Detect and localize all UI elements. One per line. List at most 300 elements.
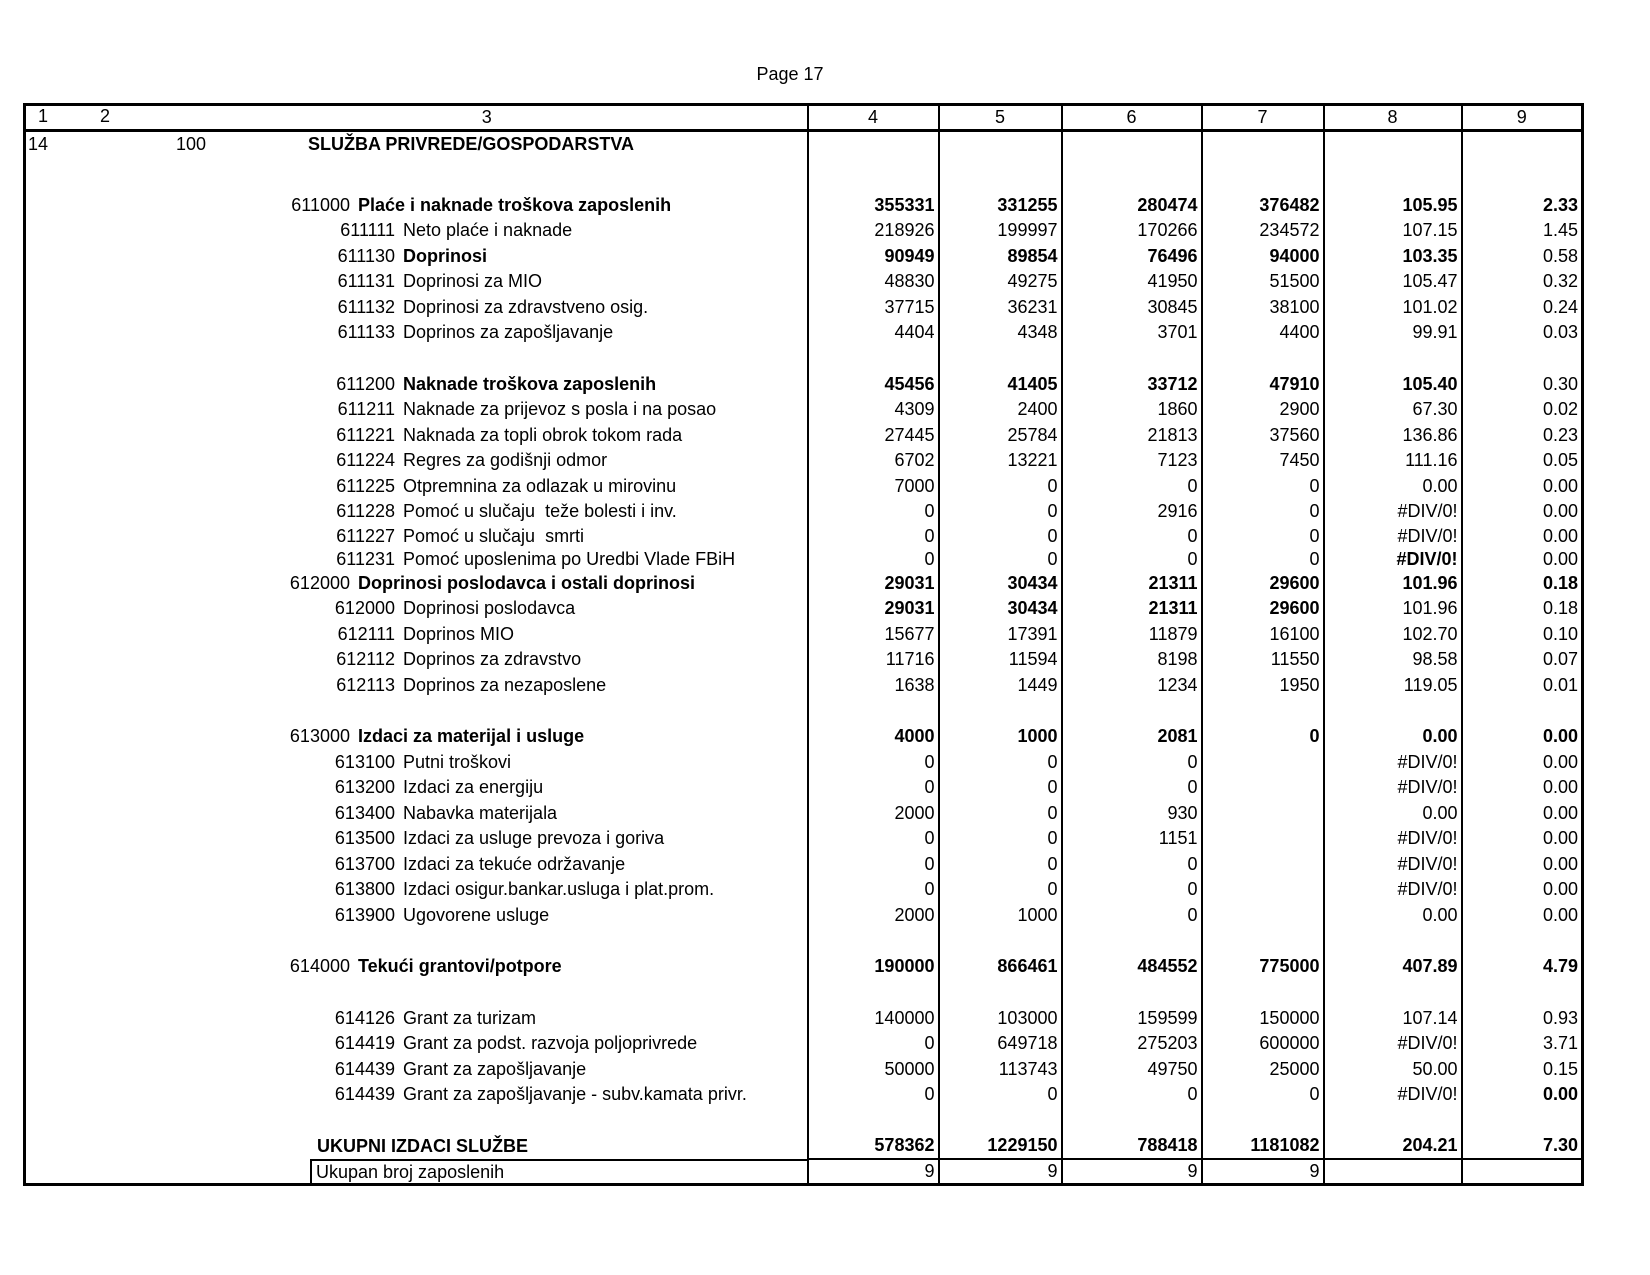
cell-value-col4: 9	[808, 1159, 939, 1185]
cell-value-col8: 107.15	[1324, 218, 1462, 244]
org-col1: 14	[28, 134, 49, 154]
cell-value-col8: #DIV/0!	[1324, 499, 1462, 525]
table-row-611132	[25, 295, 1583, 321]
cell-value-col7	[1202, 698, 1324, 724]
cell-value-col4	[808, 346, 939, 372]
table-row-611111	[25, 218, 1583, 244]
table-row-612112	[25, 647, 1583, 673]
cell-value-col8	[1324, 1159, 1462, 1185]
cell-value-col5: 0	[939, 525, 1062, 548]
row-label: Nabavka materijala	[403, 802, 558, 823]
cell-value-col6: 0	[1062, 877, 1202, 903]
cell-value-col8: #DIV/0!	[1324, 877, 1462, 903]
cell-value-col7: 0	[1202, 548, 1324, 571]
cell-value-col4	[808, 928, 939, 954]
cell-value-col7: 9	[1202, 1159, 1324, 1185]
cell-value-col9: 0.00	[1462, 1082, 1583, 1108]
cell-code-label	[25, 244, 808, 270]
cell-value-col5: 30434	[939, 596, 1062, 622]
row-code: 613800	[334, 879, 395, 900]
cell-value-col7: 0	[1202, 474, 1324, 500]
cell-value-col8: 111.16	[1324, 448, 1462, 474]
cell-value-col8	[1324, 346, 1462, 372]
cell-value-col4	[808, 131, 939, 157]
cell-value-col5: 0	[939, 474, 1062, 500]
header-col-8: 8	[1324, 105, 1462, 131]
cell-value-col5: 113743	[939, 1057, 1062, 1083]
cell-value-col8: 0.00	[1324, 724, 1462, 750]
cell-value-col4: 0	[808, 1031, 939, 1057]
cell-value-col6: 49750	[1062, 1057, 1202, 1083]
row-code: 613000	[289, 726, 350, 747]
cell-value-col8: 204.21	[1324, 1134, 1462, 1160]
table-row-612113	[25, 673, 1583, 699]
cell-value-col5	[939, 928, 1062, 954]
cell-code-label	[25, 423, 808, 449]
table-row-613700	[25, 852, 1583, 878]
cell-value-col6: 0	[1062, 903, 1202, 929]
budget-table	[23, 103, 1584, 1186]
header-col-9: 9	[1462, 105, 1583, 131]
header-col-5: 5	[939, 105, 1062, 131]
cell-value-col6: 1234	[1062, 673, 1202, 699]
cell-value-col9: 0.10	[1462, 622, 1583, 648]
row-code: 612000	[334, 598, 395, 619]
cell-value-col7	[1202, 928, 1324, 954]
staff-label: Ukupan broj zaposlenih	[316, 1161, 505, 1182]
cell-value-col4: 0	[808, 525, 939, 548]
row-label: Doprinosi za zdravstveno osig.	[403, 296, 649, 317]
cell-value-col7: 37560	[1202, 423, 1324, 449]
cell-value-col8	[1324, 928, 1462, 954]
cell-value-col5	[939, 980, 1062, 1006]
cell-value-col4: 7000	[808, 474, 939, 500]
cell-value-col9	[1462, 928, 1583, 954]
budget-table-body	[25, 105, 1583, 1185]
cell-value-col9: 2.33	[1462, 193, 1583, 219]
row-code: 611221	[336, 424, 395, 445]
cell-value-col4: 2000	[808, 801, 939, 827]
cell-value-col7: 1181082	[1202, 1134, 1324, 1160]
cell-value-col5: 649718	[939, 1031, 1062, 1057]
cell-value-col9	[1462, 131, 1583, 157]
cell-value-col9: 0.00	[1462, 852, 1583, 878]
row-code: 613400	[334, 802, 395, 823]
org-title: SLUŽBA PRIVREDE/GOSPODARSTVA	[308, 134, 635, 154]
cell-value-col8: #DIV/0!	[1324, 525, 1462, 548]
cell-value-col8: 105.95	[1324, 193, 1462, 219]
table-row-613000	[25, 724, 1583, 750]
table-row-613200	[25, 775, 1583, 801]
cell-value-col7: 51500	[1202, 269, 1324, 295]
table-row-611000	[25, 193, 1583, 219]
cell-value-col9: 0.00	[1462, 499, 1583, 525]
cell-value-col8: 103.35	[1324, 244, 1462, 270]
table-row-blank	[25, 928, 1583, 954]
cell-value-col4: 0	[808, 877, 939, 903]
row-label: Putni troškovi	[403, 751, 512, 772]
cell-code-label	[25, 193, 808, 219]
row-label: Doprinosi poslodavca i ostali doprinosi	[358, 572, 696, 593]
cell-value-col7: 25000	[1202, 1057, 1324, 1083]
cell-value-col9: 0.00	[1462, 826, 1583, 852]
cell-code-label	[25, 596, 808, 622]
row-code: 614439	[334, 1084, 395, 1105]
cell-value-col4: 48830	[808, 269, 939, 295]
cell-value-col9: 0.00	[1462, 903, 1583, 929]
row-code: 611132	[337, 296, 395, 317]
cell-value-col7	[1202, 346, 1324, 372]
cell-value-col9: 0.02	[1462, 397, 1583, 423]
cell-value-col6: 9	[1062, 1159, 1202, 1185]
table-row-611133	[25, 320, 1583, 346]
row-label: Pomoć uposlenima po Uredbi Vlade FBiH	[403, 548, 736, 569]
cell-value-col5: 25784	[939, 423, 1062, 449]
cell-value-col9: 0.00	[1462, 801, 1583, 827]
header-col-2: 2	[99, 106, 110, 126]
cell-code-label	[25, 622, 808, 648]
cell-value-col8: 119.05	[1324, 673, 1462, 699]
cell-value-col4: 355331	[808, 193, 939, 219]
row-label: Doprinos za zdravstvo	[403, 649, 582, 670]
cell-value-col4: 90949	[808, 244, 939, 270]
row-code: 611227	[336, 525, 395, 546]
cell-value-col7: 94000	[1202, 244, 1324, 270]
cell-value-col8: 0.00	[1324, 801, 1462, 827]
cell-value-col6: 30845	[1062, 295, 1202, 321]
cell-value-col6: 76496	[1062, 244, 1202, 270]
cell-value-col5: 0	[939, 750, 1062, 776]
cell-value-col5: 1449	[939, 673, 1062, 699]
cell-value-col6: 930	[1062, 801, 1202, 827]
cell-value-col8: 105.47	[1324, 269, 1462, 295]
cell-value-col9	[1462, 346, 1583, 372]
cell-value-col6: 484552	[1062, 954, 1202, 980]
cell-value-col9: 0.01	[1462, 673, 1583, 699]
cell-value-col7	[1202, 852, 1324, 878]
cell-value-col8: 105.40	[1324, 372, 1462, 398]
cell-value-col4: 50000	[808, 1057, 939, 1083]
row-label: Izdaci osigur.bankar.usluga i plat.prom.	[403, 879, 715, 900]
cell-value-col8: #DIV/0!	[1324, 826, 1462, 852]
cell-code-label	[25, 320, 808, 346]
cell-value-col7: 150000	[1202, 1006, 1324, 1032]
row-code: 612113	[336, 674, 395, 695]
cell-value-col7	[1202, 980, 1324, 1006]
cell-value-col6	[1062, 131, 1202, 157]
cell-value-col8: 67.30	[1324, 397, 1462, 423]
cell-value-col7: 0	[1202, 499, 1324, 525]
cell-value-col7: 16100	[1202, 622, 1324, 648]
cell-value-col4: 4309	[808, 397, 939, 423]
cell-value-col8: #DIV/0!	[1324, 548, 1462, 571]
cell-value-col8: 98.58	[1324, 647, 1462, 673]
cell-code-label	[25, 571, 808, 597]
cell-value-col7: 38100	[1202, 295, 1324, 321]
cell-value-col4: 218926	[808, 218, 939, 244]
cell-value-col4: 2000	[808, 903, 939, 929]
row-label: Plaće i naknade troškova zaposlenih	[358, 194, 672, 215]
table-header-row	[25, 105, 1583, 131]
cell-value-col6: 170266	[1062, 218, 1202, 244]
cell-value-col6	[1062, 1108, 1202, 1134]
cell-value-col5: 11594	[939, 647, 1062, 673]
page-number: Page 17	[756, 64, 824, 84]
row-label: Neto plaće i naknade	[403, 220, 573, 241]
table-row-612111	[25, 622, 1583, 648]
cell-value-col6: 7123	[1062, 448, 1202, 474]
cell-code-label	[25, 474, 808, 500]
table-row-611131	[25, 269, 1583, 295]
row-code: 613200	[334, 777, 395, 798]
cell-value-col6: 11879	[1062, 622, 1202, 648]
table-row-611231	[25, 548, 1583, 571]
row-code: 614419	[334, 1033, 395, 1054]
cell-value-col8: #DIV/0!	[1324, 1082, 1462, 1108]
cell-value-col4: 578362	[808, 1134, 939, 1160]
row-label: Izdaci za tekuće održavanje	[403, 853, 626, 874]
cell-value-col9	[1462, 1159, 1583, 1185]
row-code: 611130	[337, 245, 395, 266]
row-label: Doprinos za zapošljavanje	[403, 322, 614, 343]
cell-code-label	[25, 1006, 808, 1032]
cell-value-col9: 0.30	[1462, 372, 1583, 398]
cell-value-col5: 1000	[939, 903, 1062, 929]
cell-value-col4: 0	[808, 826, 939, 852]
table-row-613100	[25, 750, 1583, 776]
cell-value-col4: 45456	[808, 372, 939, 398]
row-label: Naknada za topli obrok tokom rada	[403, 424, 683, 445]
cell-code-label	[25, 852, 808, 878]
cell-value-col7: 376482	[1202, 193, 1324, 219]
cell-value-col9: 0.18	[1462, 571, 1583, 597]
row-code: 611111	[340, 220, 395, 241]
cell-code-label	[25, 269, 808, 295]
row-code: 612112	[336, 649, 395, 670]
row-code: 613700	[334, 853, 395, 874]
cell-code-label	[25, 372, 808, 398]
cell-value-col4: 0	[808, 852, 939, 878]
cell-value-col8: 101.96	[1324, 596, 1462, 622]
cell-value-col9: 3.71	[1462, 1031, 1583, 1057]
row-label: Naknade troškova zaposlenih	[403, 373, 657, 394]
cell-value-col4: 27445	[808, 423, 939, 449]
row-code: 613100	[334, 751, 395, 772]
row-label: Tekući grantovi/potpore	[358, 956, 562, 977]
row-code: 611200	[336, 373, 395, 394]
cell-value-col7	[1202, 903, 1324, 929]
cell-value-col9: 0.23	[1462, 423, 1583, 449]
cell-value-col5: 331255	[939, 193, 1062, 219]
cell-total-label	[25, 1134, 808, 1160]
cell-value-col7: 47910	[1202, 372, 1324, 398]
cell-value-col7	[1202, 1108, 1324, 1134]
cell-code-label	[25, 499, 808, 525]
cell-value-col8: 50.00	[1324, 1057, 1462, 1083]
cell-value-col6	[1062, 346, 1202, 372]
cell-code-label	[25, 548, 808, 571]
cell-code-label	[25, 673, 808, 699]
cell-value-col6: 21813	[1062, 423, 1202, 449]
cell-value-col6: 0	[1062, 525, 1202, 548]
table-row-staff	[25, 1159, 1583, 1185]
cell-value-col4: 29031	[808, 596, 939, 622]
cell-value-col9: 0.58	[1462, 244, 1583, 270]
cell-value-col7	[1202, 775, 1324, 801]
table-row-614126	[25, 1006, 1583, 1032]
row-code: 611228	[336, 501, 395, 522]
table-row-612000	[25, 571, 1583, 597]
cell-value-col4: 37715	[808, 295, 939, 321]
cell-value-col8: #DIV/0!	[1324, 852, 1462, 878]
cell-value-col9	[1462, 980, 1583, 1006]
cell-value-col6: 1860	[1062, 397, 1202, 423]
cell-header-123	[25, 105, 808, 131]
cell-value-col9: 7.30	[1462, 1134, 1583, 1160]
table-row-614000	[25, 954, 1583, 980]
table-row-614439	[25, 1082, 1583, 1108]
cell-value-col4: 0	[808, 548, 939, 571]
cell-value-col6: 280474	[1062, 193, 1202, 219]
cell-value-col5: 866461	[939, 954, 1062, 980]
cell-value-col6: 0	[1062, 1082, 1202, 1108]
cell-value-col8: 407.89	[1324, 954, 1462, 980]
table-row-611227	[25, 525, 1583, 548]
cell-value-col6: 0	[1062, 852, 1202, 878]
row-label: Otpremnina za odlazak u mirovinu	[403, 475, 677, 496]
table-row-611228	[25, 499, 1583, 525]
cell-code-label	[25, 877, 808, 903]
cell-value-col7	[1202, 826, 1324, 852]
cell-value-col9: 4.79	[1462, 954, 1583, 980]
cell-value-col6: 2916	[1062, 499, 1202, 525]
cell-code-label	[25, 903, 808, 929]
cell-value-col9: 0.07	[1462, 647, 1583, 673]
row-code: 613900	[334, 904, 395, 925]
cell-value-col4: 4404	[808, 320, 939, 346]
cell-code-label	[25, 295, 808, 321]
cell-value-col8: 101.02	[1324, 295, 1462, 321]
header-col-7: 7	[1202, 105, 1324, 131]
cell-value-col5	[939, 157, 1062, 193]
cell-value-col8: #DIV/0!	[1324, 775, 1462, 801]
cell-value-col4: 0	[808, 1082, 939, 1108]
table-row-611224	[25, 448, 1583, 474]
cell-value-col4: 29031	[808, 571, 939, 597]
header-col-1: 1	[37, 106, 48, 126]
cell-value-col5: 0	[939, 775, 1062, 801]
cell-value-col9: 0.32	[1462, 269, 1583, 295]
table-row-611130	[25, 244, 1583, 270]
table-row-613800	[25, 877, 1583, 903]
cell-value-col9: 1.45	[1462, 218, 1583, 244]
cell-value-col6: 0	[1062, 548, 1202, 571]
total-label: UKUPNI IZDACI SLUŽBE	[317, 1135, 528, 1156]
cell-blank	[25, 157, 808, 193]
table-row-613900	[25, 903, 1583, 929]
cell-value-col9: 0.00	[1462, 724, 1583, 750]
table-row-611211	[25, 397, 1583, 423]
cell-value-col5: 0	[939, 1082, 1062, 1108]
cell-value-col6: 21311	[1062, 596, 1202, 622]
cell-value-col9: 0.15	[1462, 1057, 1583, 1083]
cell-value-col9: 0.00	[1462, 525, 1583, 548]
cell-value-col5: 0	[939, 852, 1062, 878]
cell-value-col6: 788418	[1062, 1134, 1202, 1160]
cell-code-label	[25, 525, 808, 548]
cell-value-col9: 0.00	[1462, 548, 1583, 571]
cell-value-col7: 7450	[1202, 448, 1324, 474]
cell-code-label	[25, 1057, 808, 1083]
cell-code-label	[25, 647, 808, 673]
cell-value-col6: 21311	[1062, 571, 1202, 597]
row-code: 611211	[337, 399, 395, 420]
cell-value-col6	[1062, 157, 1202, 193]
row-code: 613500	[334, 828, 395, 849]
cell-value-col6	[1062, 698, 1202, 724]
table-row-614439	[25, 1057, 1583, 1083]
cell-value-col6: 275203	[1062, 1031, 1202, 1057]
cell-value-col5: 36231	[939, 295, 1062, 321]
staff-label-box	[310, 1159, 807, 1183]
cell-value-col9: 0.18	[1462, 596, 1583, 622]
cell-value-col8	[1324, 131, 1462, 157]
cell-value-col5: 30434	[939, 571, 1062, 597]
cell-value-col5: 1000	[939, 724, 1062, 750]
row-label: Doprinos za nezaposlene	[403, 674, 607, 695]
cell-value-col6	[1062, 980, 1202, 1006]
row-code: 611133	[337, 322, 395, 343]
row-label: Regres za godišnji odmor	[403, 450, 608, 471]
cell-value-col9: 0.00	[1462, 750, 1583, 776]
cell-value-col9	[1462, 698, 1583, 724]
cell-value-col6: 0	[1062, 474, 1202, 500]
cell-value-col7	[1202, 750, 1324, 776]
cell-value-col6: 1151	[1062, 826, 1202, 852]
cell-value-col6: 8198	[1062, 647, 1202, 673]
row-label: Izdaci za materijal i usluge	[358, 726, 585, 747]
row-label: Doprinos MIO	[403, 623, 515, 644]
row-label: Pomoć u slučaju teže bolesti i inv.	[403, 501, 677, 522]
row-label: Izdaci za energiju	[403, 777, 544, 798]
cell-blank	[25, 928, 808, 954]
cell-value-col4: 0	[808, 499, 939, 525]
cell-code-label	[25, 775, 808, 801]
table-row-blank	[25, 346, 1583, 372]
cell-blank	[25, 980, 808, 1006]
row-label: Grant za turizam	[403, 1007, 537, 1028]
cell-value-col4	[808, 1108, 939, 1134]
table-row-614419	[25, 1031, 1583, 1057]
cell-value-col5: 0	[939, 826, 1062, 852]
cell-value-col5: 0	[939, 548, 1062, 571]
cell-blank	[25, 1108, 808, 1134]
cell-value-col8: #DIV/0!	[1324, 1031, 1462, 1057]
cell-code-label	[25, 1082, 808, 1108]
cell-code-label	[25, 1031, 808, 1057]
cell-value-col4: 6702	[808, 448, 939, 474]
cell-value-col5: 41405	[939, 372, 1062, 398]
cell-value-col8: 0.00	[1324, 474, 1462, 500]
table-row-blank	[25, 157, 1583, 193]
cell-value-col5: 17391	[939, 622, 1062, 648]
cell-value-col7: 4400	[1202, 320, 1324, 346]
cell-value-col5: 9	[939, 1159, 1062, 1185]
cell-code-label	[25, 724, 808, 750]
cell-value-col9	[1462, 157, 1583, 193]
header-col-6: 6	[1062, 105, 1202, 131]
row-label: Doprinosi poslodavca	[403, 598, 576, 619]
